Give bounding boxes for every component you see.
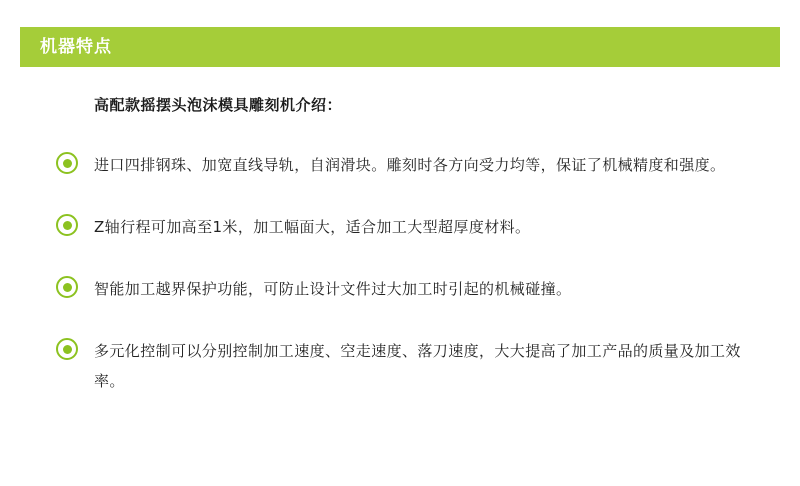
radio-dot-icon — [56, 152, 78, 174]
list-item — [56, 212, 756, 242]
feature-text: 进口四排钢珠、加宽直线导轨，自润滑块。雕刻时各方向受力均等，保证了机械精度和强度。 — [94, 156, 726, 174]
section-header — [20, 27, 780, 67]
feature-text: 多元化控制可以分别控制加工速度、空走速度、落刀速度，大大提高了加工产品的质量及加工效率。 — [94, 342, 741, 390]
radio-dot-icon — [56, 214, 78, 236]
section-title: 机器特点 — [40, 37, 112, 57]
content-area — [56, 92, 756, 396]
radio-dot-icon — [56, 338, 78, 360]
list-item — [56, 150, 756, 180]
feature-text: 智能加工越界保护功能，可防止设计文件过大加工时引起的机械碰撞。 — [94, 280, 572, 298]
intro-text: 高配款摇摆头泡沫模具雕刻机介绍： — [94, 96, 343, 114]
list-item — [56, 274, 756, 304]
feature-text: Z轴行程可加高至1米，加工幅面大，适合加工大型超厚度材料。 — [94, 218, 531, 236]
list-item — [56, 336, 756, 396]
radio-dot-icon — [56, 276, 78, 298]
feature-list — [56, 150, 756, 396]
